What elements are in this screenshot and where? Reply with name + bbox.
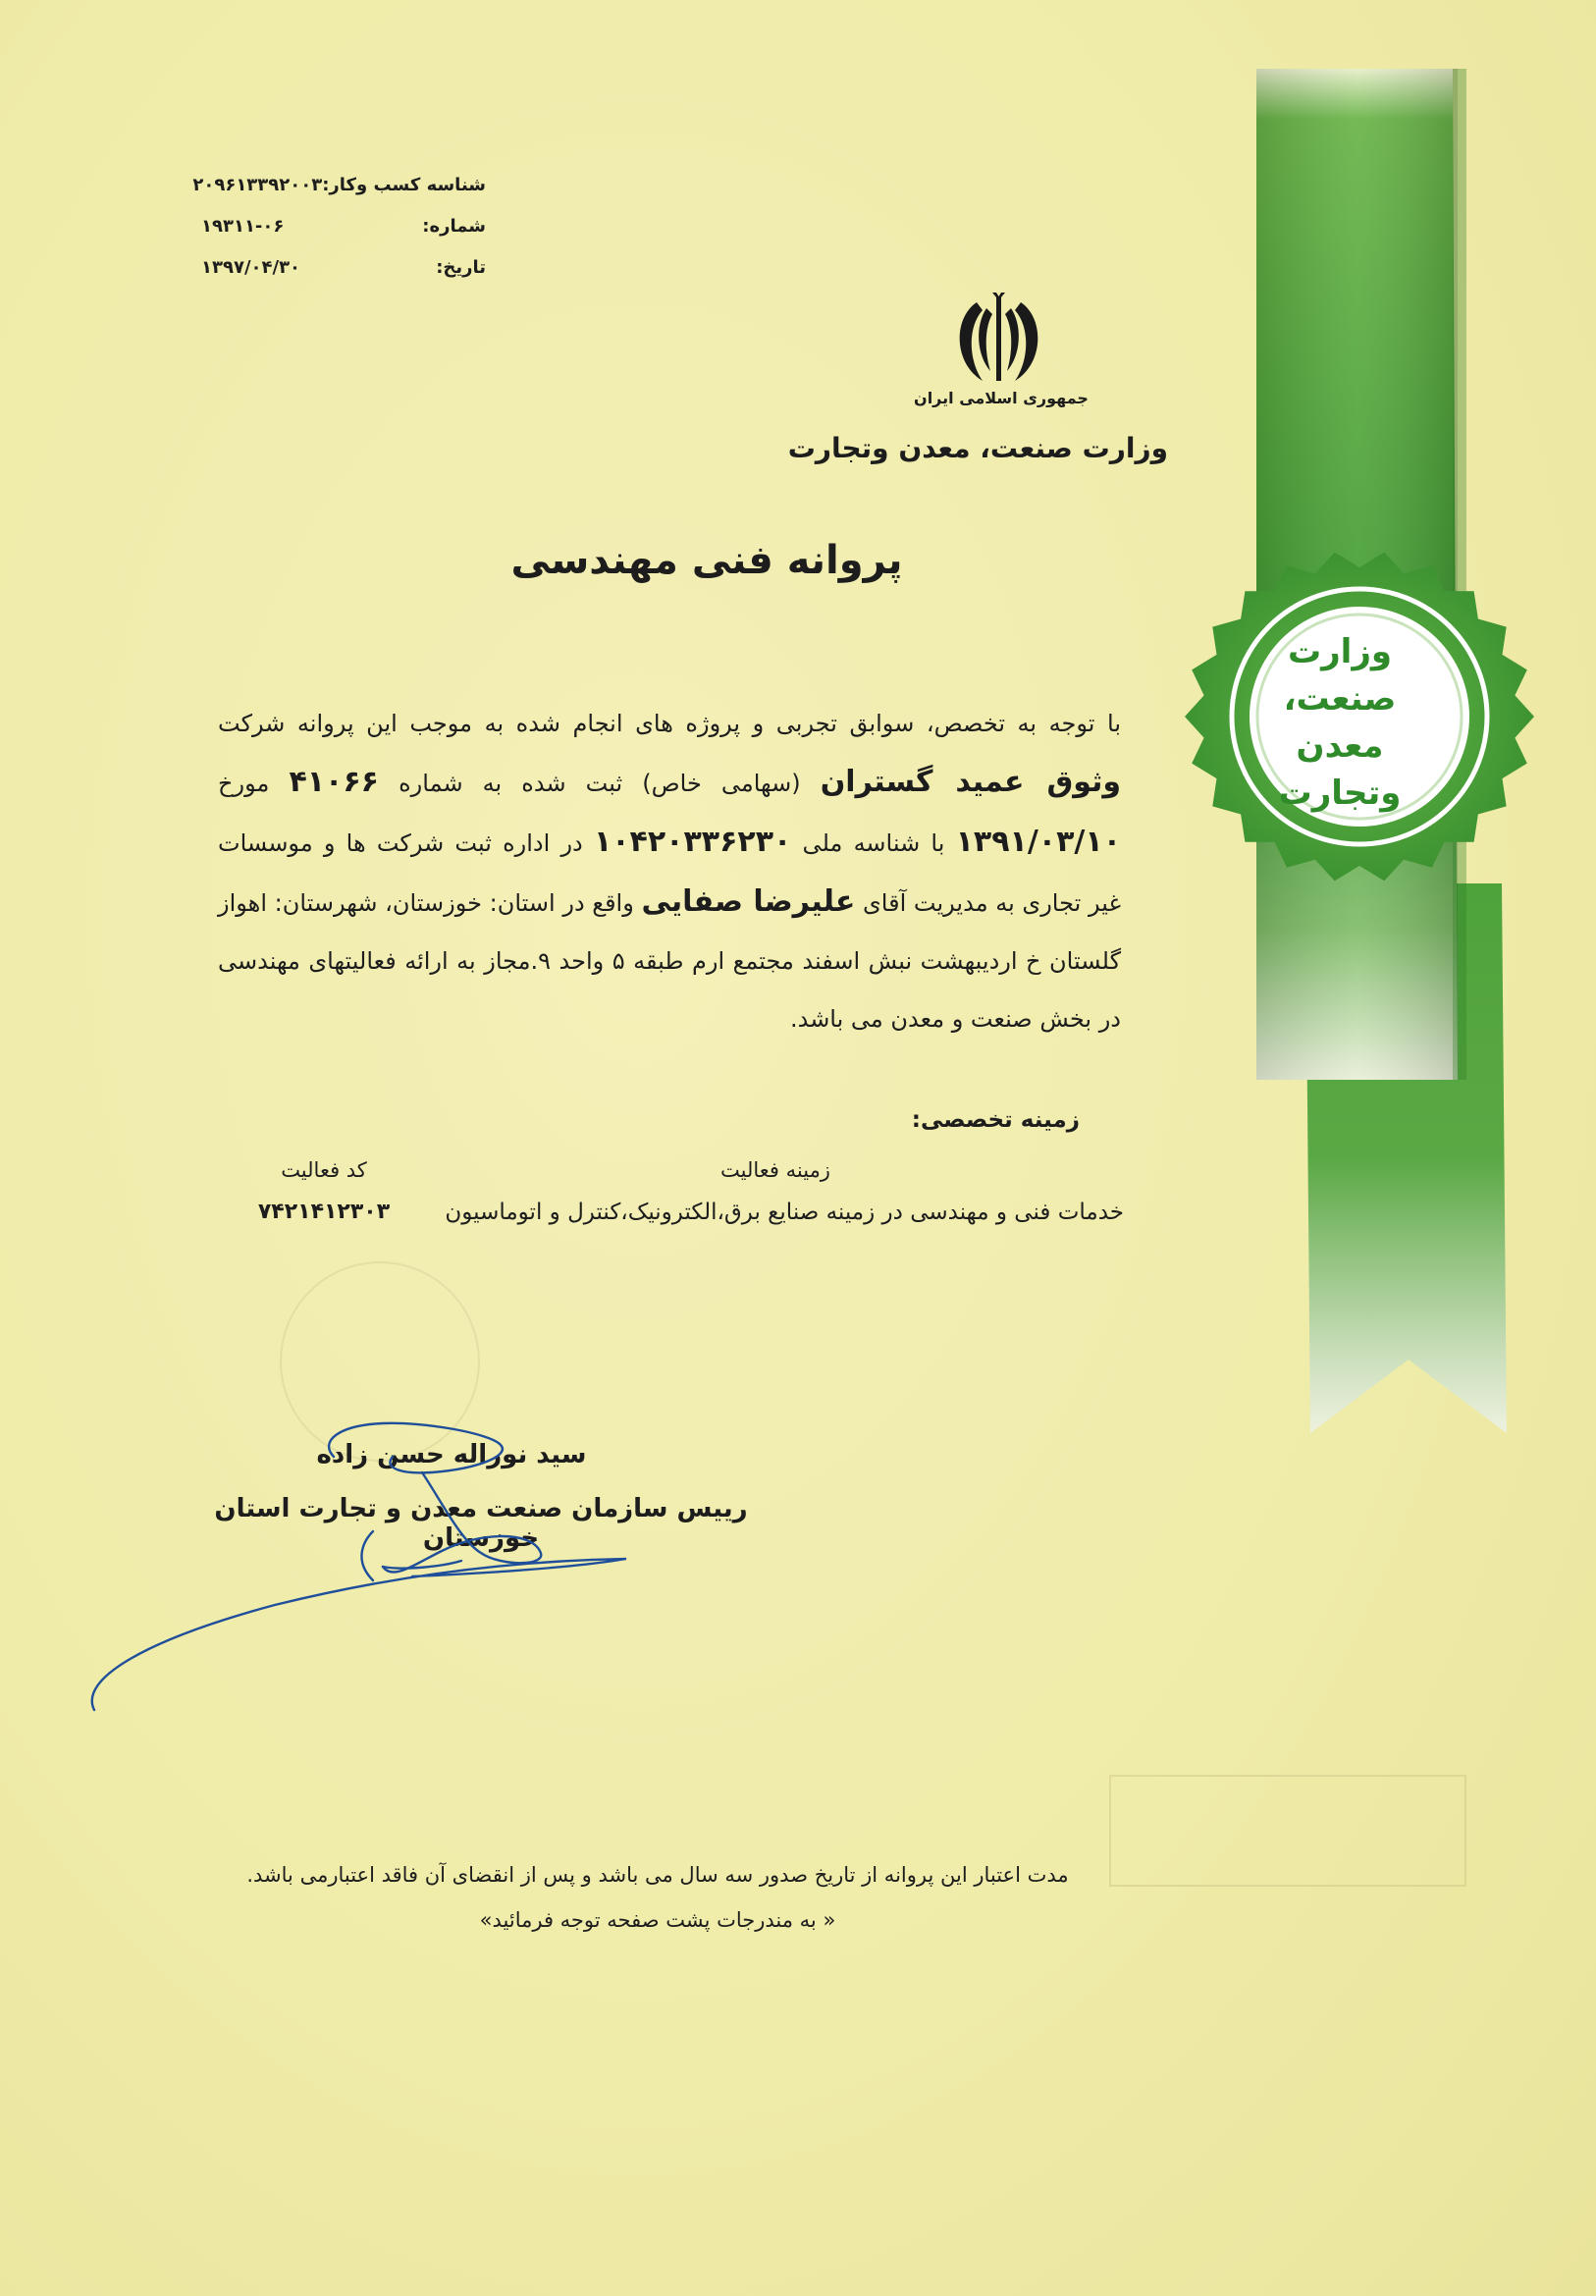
registration-date: ۱۳۹۱/۰۳/۱۰ bbox=[955, 825, 1122, 859]
faint-stamp bbox=[1109, 1775, 1466, 1887]
activity-column-header: زمینه فعالیت bbox=[720, 1158, 830, 1182]
registration-number: ۴۱۰۶۶ bbox=[289, 765, 379, 799]
number-value: ۱۹۳۱۱-۰۶ bbox=[201, 216, 285, 237]
signer-name: سید نوراله حسن زاده bbox=[316, 1440, 587, 1469]
body-text-2: (سهامی خاص) ثبت شده به شماره bbox=[379, 770, 821, 797]
national-id: ۱۰۴۲۰۳۳۶۲۳۰ bbox=[593, 825, 792, 859]
body-text-1: با توجه به تخصص، سوابق تجربی و پروژه های انجام شده به موجب این پروانه شرکت bbox=[218, 710, 1121, 737]
business-id-value: ۲۰۹۶۱۳۳۹۲۰۰۳ bbox=[192, 175, 323, 195]
body-text-4: با شناسه ملی bbox=[791, 829, 956, 857]
activity-code-value: ۷۴۲۱۴۱۲۳۰۳ bbox=[257, 1200, 391, 1224]
manager-name: علیرضا صفایی bbox=[641, 884, 856, 919]
body-text-6: واقع در استان: خوزستان، شهرستان: اهواز گلستان خ اردیبهشت نبش اسفند مجتمع ارم طبقه ۵ واحد ۹.مجاز به ارائه فعالیتهای مهندسی در بخش صنعت و معدن می باشد. bbox=[218, 889, 1122, 1033]
activity-value: خدمات فنی و مهندسی در زمینه صنایع برق،الکترونیک،کنترل و اتوماسیون bbox=[445, 1200, 1124, 1225]
signature bbox=[88, 1394, 677, 1718]
validity-note: مدت اعتبار این پروانه از تاریخ صدور سه سال می باشد و پس از انقضای آن فاقد اعتبارمی باشد. bbox=[246, 1863, 1069, 1887]
ministry-name: وزارت صنعت، معدن وتجارت bbox=[787, 432, 1168, 464]
meta-number bbox=[201, 206, 486, 247]
republic-label: جمهوری اسلامی ایران bbox=[914, 389, 1089, 407]
iran-emblem-icon bbox=[947, 291, 1050, 389]
code-column-header: کد فعالیت bbox=[281, 1158, 367, 1182]
signer-title: رییس سازمان صنعت معدن و تجارت استان خوزستان bbox=[214, 1494, 748, 1553]
back-page-note: « به مندرجات پشت صفحه توجه فرمائید» bbox=[479, 1908, 836, 1932]
seal-line-2: صنعت، معدن bbox=[1283, 679, 1397, 766]
license-body bbox=[218, 695, 1121, 1048]
specialty-heading: زمینه تخصصی: bbox=[911, 1107, 1080, 1133]
body-text-3: مورخ bbox=[218, 770, 290, 797]
document-meta bbox=[192, 165, 486, 289]
date-label: تاریخ: bbox=[436, 257, 486, 278]
meta-date bbox=[201, 247, 486, 289]
seal-line-3: وتجارت bbox=[1278, 774, 1402, 813]
document-title: پروانه فنی مهندسی bbox=[510, 538, 903, 583]
company-name: وثوق عمید گستران bbox=[820, 765, 1122, 799]
number-label: شماره: bbox=[422, 216, 486, 237]
meta-business-id bbox=[192, 165, 486, 206]
seal-line-1: وزارت bbox=[1287, 632, 1393, 671]
body-text-5: در اداره ثبت شرکت ها و موسسات غیر تجاری به مدیریت آقای bbox=[218, 829, 1121, 917]
seal-text bbox=[1242, 628, 1438, 817]
business-id-label: شناسه کسب وکار: bbox=[322, 175, 486, 195]
date-value: ۱۳۹۷/۰۴/۳۰ bbox=[201, 257, 301, 278]
